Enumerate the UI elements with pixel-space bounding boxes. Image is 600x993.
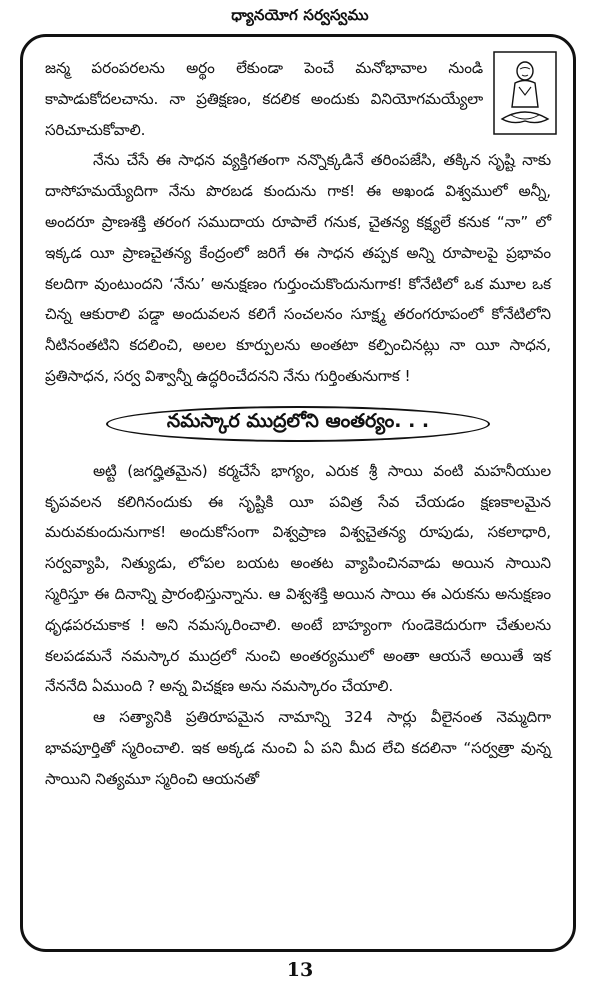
running-header: ధ్యానయోగ సర్వస్వము (231, 6, 369, 24)
paragraph-sadhana: నేను చేసే ఈ సాధన వ్యక్తిగతంగా నన్నొక్కడినే తరింపజేసి, తక్కిన సృష్టి నాకు దాసోహమయ్యేదిగా నేను పొరబడ కుందును గాక! ఈ అఖండ విశ్వములో అన్నీ, అందరూ ప్రాణశక్తి తరంగ సముదాయ రూపాలే గనుక, చైతన్య కక్ష్యలే కనుక “నా” లో ఇక్కడ యీ ప్రాణచైతన్య కేంద్రంలో జరిగే ఈ సాధన తప్పక అన్ని రూపాలపై ప్రభావం కలదిగా వుంటుందని ‘నేను’ అనుక్షణం గుర్తుంచుకొందునుగాక! కోనేటిలో ఒక మూల ఒక చిన్న ఆకురాలి పడ్డా అందువలన కలిగే సంచలనం సూక్ష్మ తరంగరూపంలో కోనేటిలోని నీటినంతటిని కదలించి, అలల కూర్పులను అంతటా కల్పించినట్లు నా యీ సాధన, ప్రతిసాధన, సర్వ విశ్వాన్నీ ఉద్ధరించేదనని నేను గుర్తింతునుగాక ! (45, 151, 551, 385)
paragraph-intro: జన్మ పరంపరలను అర్థం లేకుండా పెంచే మనోభావాల నుండి కాపాడుకోదలచాను. నా ప్రతిక్షణం, కదలిక అందుకు వినియోగమయ్యేలా సరిచూచుకోవాలి. (45, 59, 483, 139)
section-heading-banner (106, 406, 490, 442)
seated-meditating-figure-icon (493, 51, 557, 135)
paragraph-namaskara: అట్టి (జగద్హితమైన) కర్మచేసే భాగ్యం, ఎరుక శ్రీ సాయి వంటి మహనీయుల కృపవలన కలిగినందుకు ఈ సృష్టికి యీ పవిత్ర సేవ చేయడం క్షణకాలమైన మరువకుందునుగాక! అందుకోసంగా విశ్వప్రాణ విశ్వచైతన్య రూపుడు, సకలాధారి, సర్వవ్యాపి, నిత్యుడు, లోపల బయట అంతట వ్యాపించినవాడు అయిన సాయిని స్మరిస్తూ ఈ దినాన్ని ప్రారంభిస్తున్నాను. ఆ విశ్వశక్తి అయిన సాయి ఈ ఎరుకను అనుక్షణం ధృఢపరచుకాక ! అని నమస్కరించాలి. అంటే బాహ్యంగా గుండెకెదురుగా చేతులను కలపడమనే నమస్కార ముద్రలో నుంచి అంతర్యములో అంతా ఆయనే అయితే ఇక నేననేది ఏముంది ? అన్న విచక్షణ అను నమస్కారం చేయాలి. (45, 461, 551, 696)
page-number: 13 (286, 959, 314, 981)
page-frame (20, 34, 576, 952)
section-heading-text: నమస్కార ముద్రలోని ఆంతర్యం. . . (166, 410, 430, 433)
meditating-figure-illustration (493, 51, 557, 135)
paragraph-nama-smarana: ఆ సత్యానికి ప్రతిరూపమైన నామాన్ని 324 సార్లు వీలైనంత నెమ్మదిగా భావపూర్తితో స్మరించాలి. ఇక అక్కడ నుంచి ఏ పని మీద లేచి కదలినా “సర్వత్రా వున్న సాయిని నిత్యమూ స్మరించి ఆయనతో (45, 708, 551, 788)
